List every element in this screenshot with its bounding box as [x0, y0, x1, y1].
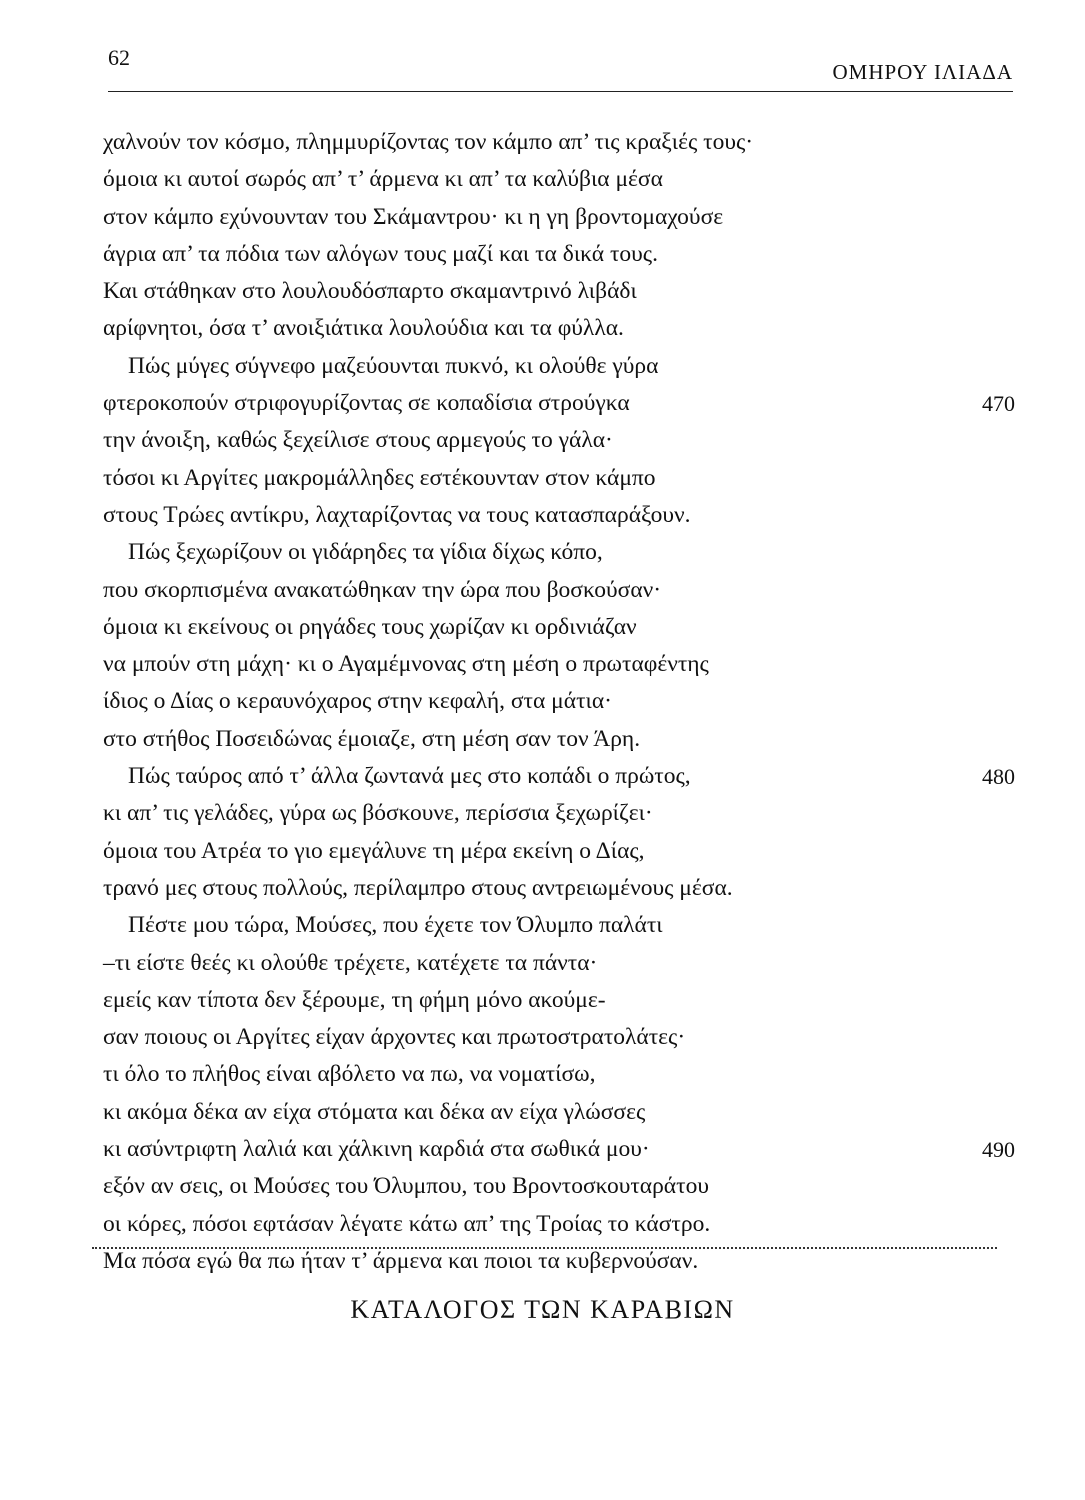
- verse-line: [0, 609, 1085, 646]
- line-number: 490: [982, 1137, 1015, 1163]
- verse-line: [0, 124, 1085, 161]
- verse-line: [0, 721, 1085, 758]
- verse-line: [0, 422, 1085, 459]
- verse-text: ίδιος ο Δίας ο κεραυνόχαρος στην κεφαλή, στα μάτια·: [103, 688, 613, 715]
- verse-line: [0, 1056, 1085, 1093]
- verse-text: χαλνούν τον κόσμο, πλημμυρίζοντας τον κάμπο απ’ τις κραξιές τους·: [103, 129, 754, 155]
- verse-line: [0, 1131, 1085, 1168]
- verse-line: [0, 1094, 1085, 1131]
- verse-text: την άνοιξη, καθώς ξεχείλισε στους αρμεγούς το γάλα·: [103, 427, 613, 454]
- verse-line: [0, 497, 1085, 534]
- verse-text: τόσοι κι Αργίτες μακρομάλληδες εστέκουνταν στον κάμπο: [103, 464, 656, 491]
- verse-line: [0, 460, 1085, 497]
- verse-text: κι απ’ τις γελάδες, γύρα ως βόσκουνε, περίσσια ξεχωρίζει·: [103, 800, 653, 827]
- verse-text: –τι είστε θεές κι ολούθε τρέχετε, κατέχετε τα πάντα·: [103, 949, 598, 976]
- verse-text: εξόν αν σεις, οι Μούσες του Όλυμπου, του Βροντοσκουταράτου: [103, 1173, 709, 1200]
- verse-text: όμοια κι αυτοί σωρός απ’ τ’ άρμενα κι απ’ τα καλύβια μέσα: [103, 166, 663, 193]
- verse-text: Και στάθηκαν στο λουλουδόσπαρτο σκαμαντρινό λιβάδι: [103, 278, 637, 305]
- poem-text: [0, 124, 1085, 1280]
- section-title: ΚΑΤΑΛΟΓΟΣ ΤΩΝ ΚΑΡΑΒΙΩΝ: [350, 1295, 735, 1324]
- verse-text: στον κάμπο εχύνουνταν του Σκάμαντρου· κι η γη βροντομαχούσε: [103, 203, 724, 230]
- verse-line: [0, 907, 1085, 944]
- verse-text: τι όλο το πλήθος είναι αβόλετο να πω, να νοματίσω,: [103, 1061, 596, 1088]
- verse-line: [0, 683, 1085, 720]
- verse-line: [0, 534, 1085, 571]
- verse-text: στο στήθος Ποσειδώνας έμοιαζε, στη μέση σαν τον Άρη.: [103, 725, 641, 752]
- verse-text: όμοια του Ατρέα το γιο εμεγάλυνε τη μέρα εκείνη ο Δίας,: [103, 837, 645, 864]
- verse-text: Μα πόσα εγώ θα πω ήταν τ’ άρμενα και ποιοι τα κυβερνούσαν.: [103, 1247, 699, 1274]
- verse-text: στους Τρώες αντίκρυ, λαχταρίζοντας να τους κατασπαράξουν.: [103, 501, 691, 528]
- verse-line: [0, 795, 1085, 832]
- verse-line: [0, 870, 1085, 907]
- verse-text: Πώς μύγες σύγνεφο μαζεύουνται πυκνό, κι ολούθε γύρα: [128, 352, 659, 379]
- verse-line: [0, 982, 1085, 1019]
- header-rule: [108, 91, 1013, 92]
- verse-line: [0, 1019, 1085, 1056]
- verse-line: [0, 1206, 1085, 1243]
- verse-text: οι κόρες, πόσοι εφτάσαν λέγατε κάτω απ’ της Τροίας το κάστρο.: [103, 1210, 711, 1237]
- verse-text: κι ακόμα δέκα αν είχα στόματα και δέκα αν είχα γλώσσες: [103, 1098, 646, 1125]
- verse-line: [0, 646, 1085, 683]
- line-number: 470: [982, 391, 1015, 417]
- verse-line: [0, 236, 1085, 273]
- verse-text: άγρια απ’ τα πόδια των αλόγων τους μαζί και τα δικά τους.: [103, 240, 658, 267]
- verse-text: Πώς ταύρος από τ’ άλλα ζωντανά μες στο κοπάδι ο πρώτος,: [128, 763, 691, 790]
- dotted-separator: [92, 1247, 997, 1249]
- verse-text: όμοια κι εκείνους οι ρηγάδες τους χωρίζαν κι ορδινιάζαν: [103, 613, 637, 640]
- verse-line: [0, 833, 1085, 870]
- line-number: 480: [982, 764, 1015, 790]
- verse-line: [0, 572, 1085, 609]
- verse-text: να μπούν στη μάχη· κι ο Αγαμέμνονας στη μέση ο πρωταφέντης: [103, 651, 709, 678]
- verse-text: εμείς καν τίποτα δεν ξέρουμε, τη φήμη μόνο ακούμε-: [103, 986, 606, 1013]
- verse-line: [0, 273, 1085, 310]
- page-number: 62: [108, 45, 130, 70]
- verse-text: αρίφνητοι, όσα τ’ ανοιξιάτικα λουλούδια και τα φύλλα.: [103, 315, 624, 342]
- verse-line: [0, 945, 1085, 982]
- verse-line: [0, 758, 1085, 795]
- verse-line: [0, 348, 1085, 385]
- verse-line: [0, 1168, 1085, 1205]
- verse-text: Πέστε μου τώρα, Μούσες, που έχετε τον Όλυμπο παλάτι: [128, 912, 663, 939]
- verse-line: [0, 385, 1085, 422]
- running-title: ΟΜΗΡΟΥ ΙΛΙΑΔΑ: [832, 60, 1013, 84]
- verse-text: τρανό μες στους πολλούς, περίλαμπρο στους αντρειωμένους μέσα.: [103, 874, 733, 901]
- verse-line: [0, 310, 1085, 347]
- verse-text: κι ασύντριφτη λαλιά και χάλκινη καρδιά στα σωθικά μου·: [103, 1136, 650, 1163]
- verse-line: [0, 161, 1085, 198]
- verse-text: που σκορπισμένα ανακατώθηκαν την ώρα που βοσκούσαν·: [103, 576, 662, 603]
- verse-line: [0, 199, 1085, 236]
- verse-text: Πώς ξεχωρίζουν οι γιδάρηδες τα γίδια δίχως κόπο,: [128, 539, 603, 566]
- verse-text: φτεροκοπούν στριφογυρίζοντας σε κοπαδίσια στρούγκα: [103, 390, 630, 417]
- verse-text: σαν ποιους οι Αργίτες είχαν άρχοντες και πρωτοστρατολάτες·: [103, 1024, 686, 1051]
